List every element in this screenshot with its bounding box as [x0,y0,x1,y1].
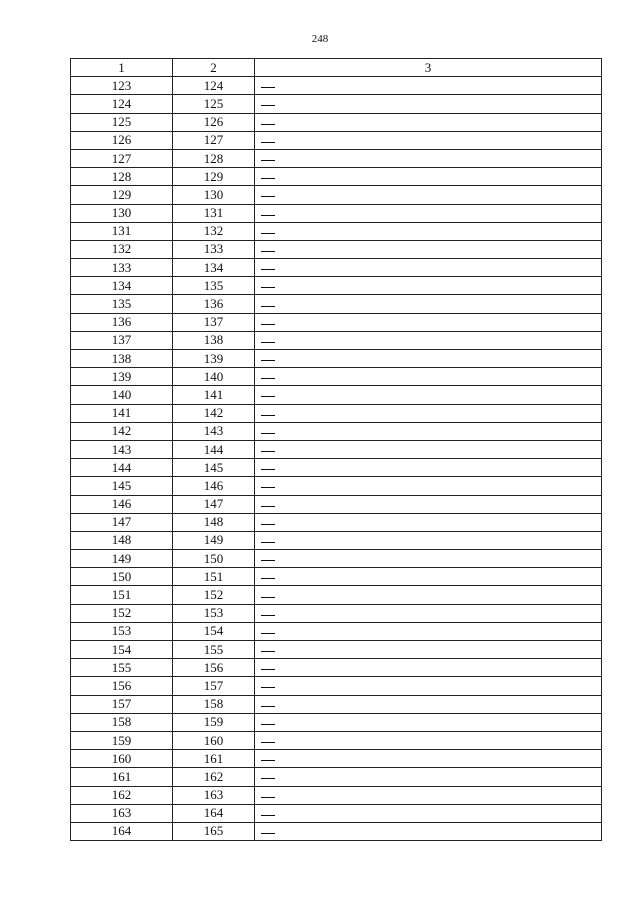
table-cell-col-2: 157 [173,677,255,695]
table-cell-col-3 [255,786,602,804]
table-cell-col-1: 129 [71,186,173,204]
dash-mark [261,105,275,106]
table-cell-col-3 [255,713,602,731]
table-row [71,77,602,95]
dash-mark [261,615,275,616]
table-cell-col-3 [255,641,602,659]
dash-mark [261,269,275,270]
table-cell-col-2: 147 [173,495,255,513]
table-row [71,695,602,713]
table-row [71,168,602,186]
dash-mark [261,178,275,179]
table-cell-col-3 [255,295,602,313]
table-cell-col-3 [255,404,602,422]
table-cell-col-1: 162 [71,786,173,804]
table-row [71,295,602,313]
table-row [71,404,602,422]
table-cell-col-1: 130 [71,204,173,222]
table-cell-col-1: 138 [71,350,173,368]
table-row [71,277,602,295]
table-header-row [71,59,602,77]
table-cell-col-1: 150 [71,568,173,586]
dash-mark [261,560,275,561]
table-cell-col-1: 141 [71,404,173,422]
table-cell-col-2: 139 [173,350,255,368]
table-cell-col-1: 154 [71,641,173,659]
dash-mark [261,396,275,397]
dash-mark [261,742,275,743]
table-row [71,768,602,786]
table-cell-col-2: 146 [173,477,255,495]
table-cell-col-1: 151 [71,586,173,604]
table-cell-col-2: 133 [173,240,255,258]
dash-mark [261,287,275,288]
table-cell-col-2: 144 [173,440,255,458]
table-cell-col-1: 145 [71,477,173,495]
dash-mark [261,633,275,634]
table-row [71,731,602,749]
table-cell-col-3 [255,131,602,149]
table-cell-col-3 [255,350,602,368]
table-cell-col-2: 155 [173,641,255,659]
dash-mark [261,451,275,452]
table-cell-col-3 [255,77,602,95]
table-cell-col-3 [255,240,602,258]
table-row [71,204,602,222]
table-cell-col-1: 135 [71,295,173,313]
table-row [71,222,602,240]
table-cell-col-3 [255,568,602,586]
table-cell-col-3 [255,495,602,513]
table-cell-col-1: 153 [71,622,173,640]
table-cell-col-3 [255,768,602,786]
table-row [71,422,602,440]
dash-mark [261,342,275,343]
table-cell-col-2: 161 [173,750,255,768]
table-row [71,149,602,167]
dash-mark [261,669,275,670]
table-cell-col-2: 135 [173,277,255,295]
table-cell-col-2: 153 [173,604,255,622]
dash-mark [261,797,275,798]
table-cell-col-1: 149 [71,550,173,568]
table-row [71,568,602,586]
table-cell-col-1: 133 [71,259,173,277]
table-row [71,95,602,113]
table-cell-col-3 [255,750,602,768]
table-cell-col-2: 159 [173,713,255,731]
dash-mark [261,124,275,125]
dash-mark [261,687,275,688]
table-cell-col-1: 136 [71,313,173,331]
table-cell-col-1: 137 [71,331,173,349]
table-row [71,713,602,731]
dash-mark [261,160,275,161]
table-row [71,331,602,349]
dash-mark [261,433,275,434]
table-row [71,386,602,404]
table-cell-col-1: 134 [71,277,173,295]
table-cell-col-2: 126 [173,113,255,131]
table-row [71,459,602,477]
dash-mark [261,578,275,579]
table-row [71,477,602,495]
table-cell-col-3 [255,168,602,186]
table-cell-col-1: 159 [71,731,173,749]
table-row [71,495,602,513]
table-cell-col-3 [255,222,602,240]
table-cell-col-3 [255,477,602,495]
table-cell-col-2: 137 [173,313,255,331]
dash-mark [261,506,275,507]
table-cell-col-1: 157 [71,695,173,713]
table-row [71,531,602,549]
table-cell-col-3 [255,259,602,277]
table-cell-col-2: 136 [173,295,255,313]
table-cell-col-2: 163 [173,786,255,804]
table-row [71,368,602,386]
dash-mark [261,542,275,543]
table-cell-col-1: 139 [71,368,173,386]
table-cell-col-2: 141 [173,386,255,404]
dash-mark [261,378,275,379]
table-cell-col-2: 138 [173,331,255,349]
column-header-1: 1 [71,59,173,77]
table-cell-col-3 [255,331,602,349]
table-row [71,550,602,568]
table-cell-col-2: 131 [173,204,255,222]
table-cell-col-1: 140 [71,386,173,404]
table-cell-col-3 [255,695,602,713]
table-cell-col-2: 124 [173,77,255,95]
table-row [71,622,602,640]
table-cell-col-1: 160 [71,750,173,768]
table-cell-col-3 [255,804,602,822]
table-cell-col-2: 143 [173,422,255,440]
table-cell-col-1: 144 [71,459,173,477]
table-cell-col-2: 162 [173,768,255,786]
table-row [71,586,602,604]
table-row [71,786,602,804]
table-row [71,440,602,458]
table-cell-col-2: 125 [173,95,255,113]
table-row [71,350,602,368]
dash-mark [261,815,275,816]
table-cell-col-1: 128 [71,168,173,186]
table-cell-col-2: 129 [173,168,255,186]
table-row [71,677,602,695]
dash-mark [261,415,275,416]
table-cell-col-3 [255,440,602,458]
table-cell-col-2: 165 [173,822,255,840]
table-cell-col-3 [255,822,602,840]
table-cell-col-2: 154 [173,622,255,640]
table-cell-col-2: 140 [173,368,255,386]
table-cell-col-3 [255,95,602,113]
table-cell-col-1: 147 [71,513,173,531]
table-cell-col-1: 161 [71,768,173,786]
table-cell-col-1: 142 [71,422,173,440]
dash-mark [261,487,275,488]
table-cell-col-3 [255,186,602,204]
table-cell-col-3 [255,277,602,295]
dash-mark [261,142,275,143]
table-cell-col-3 [255,422,602,440]
page-number: 248 [311,33,329,45]
table-cell-col-2: 132 [173,222,255,240]
table-cell-col-2: 134 [173,259,255,277]
dash-mark [261,324,275,325]
dash-mark [261,524,275,525]
table-cell-col-3 [255,550,602,568]
table-cell-col-1: 156 [71,677,173,695]
table-row [71,822,602,840]
table-cell-col-1: 123 [71,77,173,95]
table-cell-col-1: 164 [71,822,173,840]
table-cell-col-3 [255,204,602,222]
table-cell-col-3 [255,604,602,622]
column-header-2: 2 [173,59,255,77]
table-cell-col-3 [255,313,602,331]
table-cell-col-3 [255,513,602,531]
dash-mark [261,233,275,234]
table-row [71,659,602,677]
table-cell-col-3 [255,586,602,604]
table-cell-col-2: 164 [173,804,255,822]
table-cell-col-2: 148 [173,513,255,531]
table-cell-col-3 [255,386,602,404]
table-cell-col-3 [255,459,602,477]
column-header-3: 3 [255,59,602,77]
table-cell-col-2: 130 [173,186,255,204]
table-cell-col-1: 125 [71,113,173,131]
table-cell-col-2: 152 [173,586,255,604]
table-cell-col-1: 131 [71,222,173,240]
table-row [71,186,602,204]
table-cell-col-2: 158 [173,695,255,713]
table-row [71,240,602,258]
dash-mark [261,215,275,216]
dash-mark [261,87,275,88]
dash-mark [261,196,275,197]
table-cell-col-2: 151 [173,568,255,586]
table-cell-col-2: 150 [173,550,255,568]
table-row [71,513,602,531]
dash-mark [261,724,275,725]
table-cell-col-2: 160 [173,731,255,749]
table-cell-col-1: 152 [71,604,173,622]
dash-mark [261,651,275,652]
dash-mark [261,597,275,598]
table-cell-col-3 [255,659,602,677]
table-cell-col-1: 155 [71,659,173,677]
dash-mark [261,469,275,470]
table-cell-col-1: 143 [71,440,173,458]
dash-mark [261,251,275,252]
table-cell-col-2: 142 [173,404,255,422]
dash-mark [261,833,275,834]
table-cell-col-1: 163 [71,804,173,822]
table-cell-col-2: 127 [173,131,255,149]
dash-mark [261,760,275,761]
table-cell-col-1: 127 [71,149,173,167]
dash-mark [261,778,275,779]
table-cell-col-2: 145 [173,459,255,477]
table-cell-col-1: 126 [71,131,173,149]
dash-mark [261,706,275,707]
table-cell-col-1: 148 [71,531,173,549]
table-cell-col-1: 146 [71,495,173,513]
data-table [70,58,602,841]
table-cell-col-3 [255,622,602,640]
table-cell-col-1: 158 [71,713,173,731]
table-cell-col-3 [255,368,602,386]
table-cell-col-2: 128 [173,149,255,167]
table-row [71,641,602,659]
table-cell-col-1: 124 [71,95,173,113]
table-row [71,131,602,149]
table-row [71,113,602,131]
table-cell-col-2: 149 [173,531,255,549]
table-cell-col-3 [255,677,602,695]
table-row [71,259,602,277]
table-cell-col-3 [255,149,602,167]
table-cell-col-3 [255,731,602,749]
table-row [71,604,602,622]
table-row [71,804,602,822]
table-cell-col-1: 132 [71,240,173,258]
dash-mark [261,306,275,307]
table-row [71,750,602,768]
table-cell-col-2: 156 [173,659,255,677]
dash-mark [261,360,275,361]
table-row [71,313,602,331]
table-cell-col-3 [255,531,602,549]
table-cell-col-3 [255,113,602,131]
